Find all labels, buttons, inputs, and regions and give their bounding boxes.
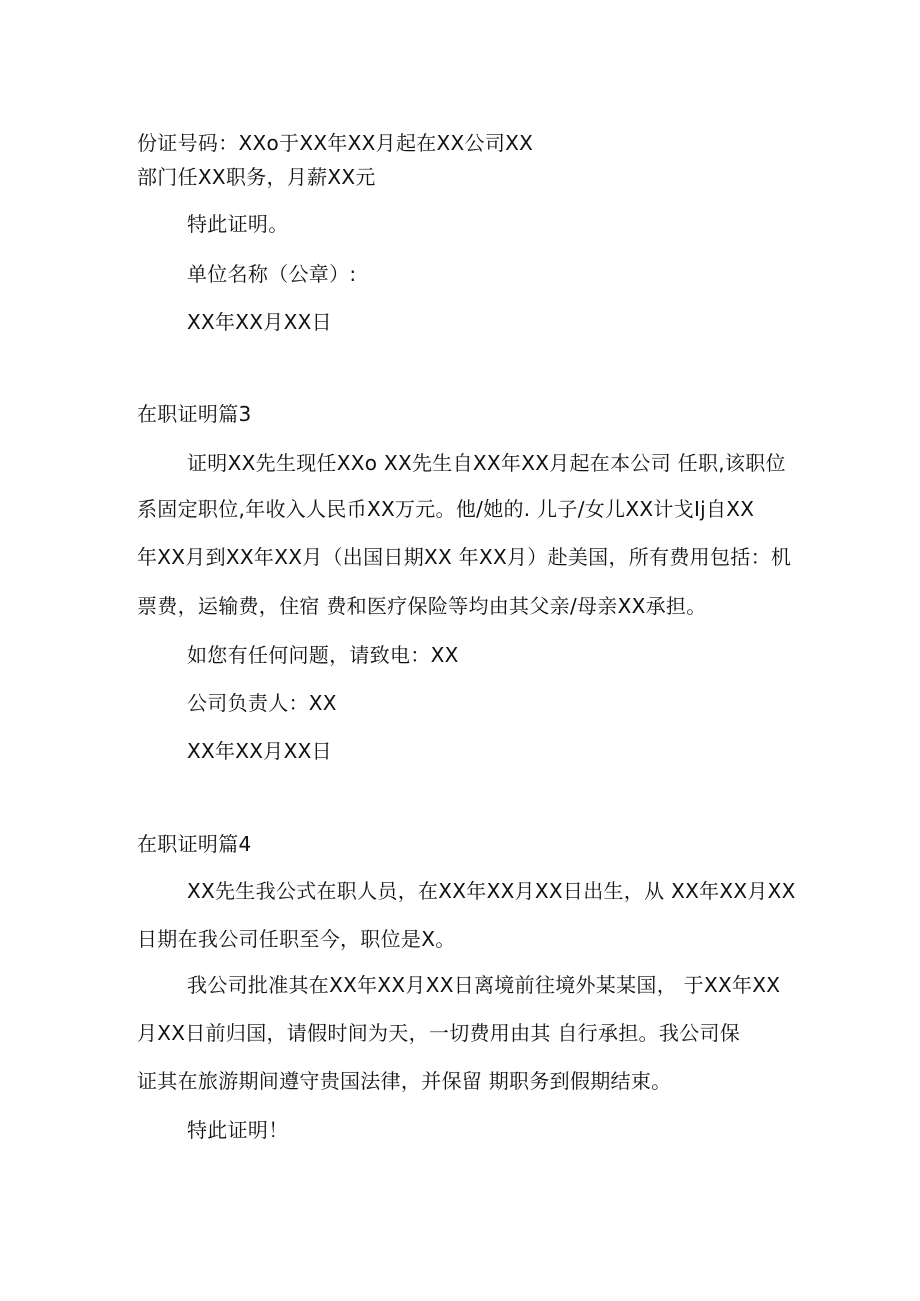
section-heading-4: 在职证明篇4 bbox=[137, 832, 252, 856]
section4-para2-line: 月XX日前归国，请假时间为天，一切费用由其 自行承担。我公司保 bbox=[137, 1021, 741, 1045]
position-line: 部门任XX职务，月薪XX元 bbox=[137, 165, 376, 189]
section4-para1-line: 日期在我公司任职至今，职位是X。 bbox=[137, 927, 456, 951]
date-line: XX年XX月XX日 bbox=[187, 739, 332, 763]
section4-para1-line: XX先生我公式在职人员，在XX年XX月XX日出生，从 XX年XX月XX bbox=[187, 879, 796, 903]
section-heading-3: 在职证明篇3 bbox=[137, 402, 252, 426]
date-line: XX年XX月XX日 bbox=[187, 310, 332, 334]
unit-name-label: 单位名称（公章）: bbox=[187, 262, 357, 286]
manager-line: 公司负责人：XX bbox=[187, 691, 337, 715]
section3-body-line: 票费，运输费，住宿 费和医疗保险等均由其父亲/母亲XX承担。 bbox=[137, 594, 707, 618]
section4-para2-line: 我公司批准其在XX年XX月XX日离境前往境外某某国， 于XX年XX bbox=[187, 973, 781, 997]
section4-para2-line: 证其在旅游期间遵守贵国法律，并保留 期职务到假期结束。 bbox=[137, 1069, 672, 1093]
certify-text: 特此证明。 bbox=[187, 212, 289, 236]
id-line: 份证号码：XXo于XX年XX月起在XX公司XX bbox=[137, 131, 534, 155]
section3-body-line: 证明XX先生现任XXo XX先生自XX年XX月起在本公司 任职,该职位 bbox=[187, 451, 786, 475]
section3-body-line: 年XX月到XX年XX月（出国日期XX 年XX月）赴美国，所有费用包括：机 bbox=[137, 545, 792, 569]
contact-line: 如您有任何问题，请致电：XX bbox=[187, 643, 459, 667]
section3-body-line: 系固定职位,年收入人民币XX万元。他/她的. 儿子/女儿XX计戈Ij自XX bbox=[137, 497, 755, 521]
certify-text: 特此证明！ bbox=[187, 1118, 289, 1142]
